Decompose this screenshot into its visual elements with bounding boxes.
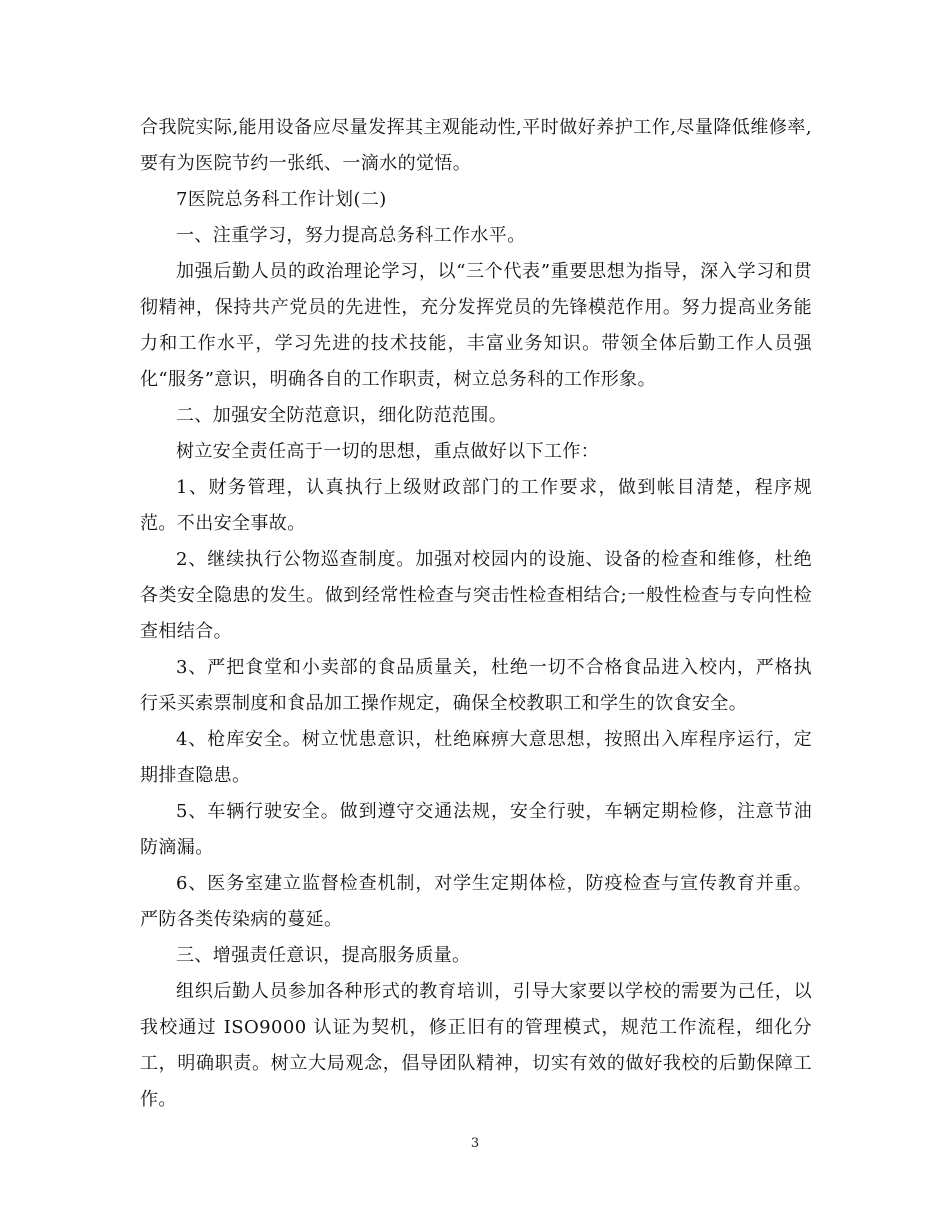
paragraph-study: 加强后勤人员的政治理论学习，以“三个代表”重要思想为指导，深入学习和贯彻精神，保持共产党员的先进性，充分发挥党员的先锋模范作用。努力提高业务能力和工作水平，学习先进的技术技能，丰富业务知识。带领全体后勤工作人员强化“服务”意识，明确各自的工作职责，树立总务科的工作形象。 — [140, 261, 812, 390]
section-heading-1: 一、注重学习，努力提高总务科工作水平。 — [176, 225, 526, 246]
page-number: 3 — [470, 1136, 480, 1151]
list-item-4: 4、枪库安全。树立忧患意识，杜绝麻痹大意思想，按照出入库程序运行，定期排查隐患。 — [140, 729, 812, 786]
list-item-1: 1、财务管理，认真执行上级财政部门的工作要求，做到帐目清楚，程序规范。不出安全事故。 — [140, 477, 812, 534]
section-heading-2: 二、加强安全防范意识，细化防范范围。 — [176, 405, 508, 426]
paragraph-1: 合我院实际,能用设备应尽量发挥其主观能动性,平时做好养护工作,尽量降低维修率,要有为医院节约一张纸、一滴水的觉悟。 — [140, 117, 812, 174]
document-body — [140, 110, 812, 1118]
paragraph-safety-intro: 树立安全责任高于一切的思想，重点做好以下工作： — [176, 441, 600, 462]
list-item-5: 5、车辆行驶安全。做到遵守交通法规，安全行驶，车辆定期检修，注意节油防滴漏。 — [140, 801, 812, 858]
section-heading-3: 三、增强责任意识，提高服务质量。 — [176, 945, 471, 966]
section-heading-plan-2: 7医院总务科工作计划(二) — [176, 189, 387, 210]
list-item-2: 2、继续执行公物巡查制度。加强对校园内的设施、设备的检查和维修，杜绝各类安全隐患的发生。做到经常性检查与突击性检查相结合;一般性检查与专向性检查相结合。 — [140, 549, 812, 642]
paragraph-training: 组织后勤人员参加各种形式的教育培训，引导大家要以学校的需要为己任，以我校通过 ISO9000 认证为契机，修正旧有的管理模式，规范工作流程，细化分工，明确职责。树立大局观念，倡导团队精神，切实有效的做好我校的后勤保障工作。 — [140, 981, 812, 1110]
list-item-3: 3、严把食堂和小卖部的食品质量关，杜绝一切不合格食品进入校内，严格执行采买索票制度和食品加工操作规定，确保全校教职工和学生的饮食安全。 — [140, 657, 812, 714]
list-item-6: 6、医务室建立监督检查机制，对学生定期体检，防疫检查与宣传教育并重。严防各类传染病的蔓延。 — [140, 873, 812, 930]
